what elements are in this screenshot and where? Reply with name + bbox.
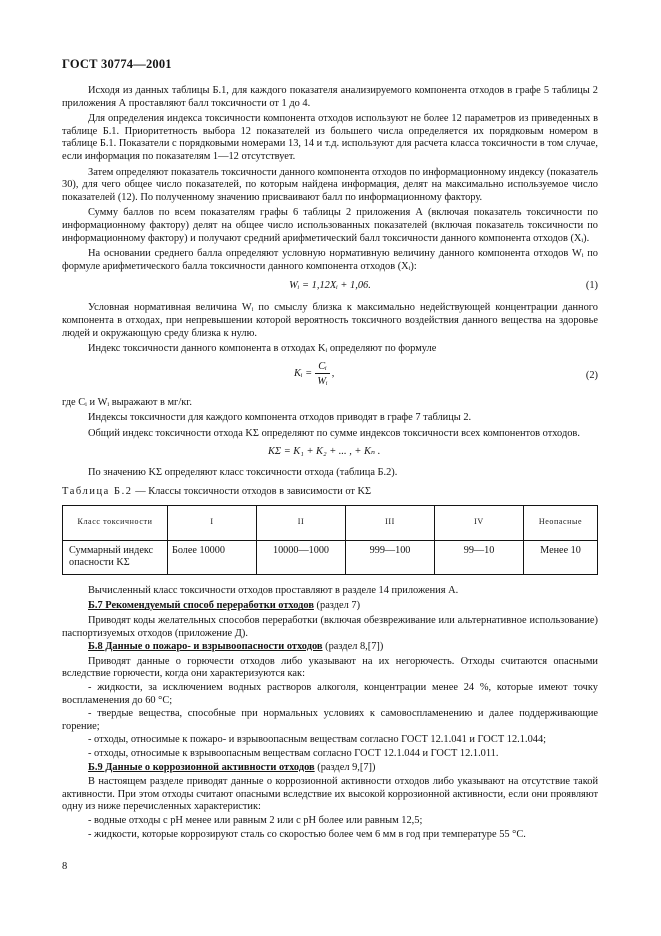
table-cell: 999—100 [346, 540, 435, 574]
section-text: В настоящем разделе приводят данные о коррозионной активности отходов либо указывают на отсутствие такой активности. При этом отходы считают опасными вследствие их высокой коррозионной активности, если они проявляют одну из ниже перечисленных характеристик: [62, 776, 598, 813]
paragraph: Условная нормативная величина Wᵢ по смыслу близка к максимально недействующей концентрации данного компонента в отходах, при непревышении которой вероятность токсичного воздействия данного вещества на здоровье людей и окружающую среду близка к нулю. [62, 302, 598, 339]
formula-3 [62, 443, 598, 463]
table-cell: Суммарный индекс опасности KΣ [63, 540, 168, 574]
table-caption-label: Таблица Б.2 [62, 486, 133, 498]
formula-2-number: (2) [585, 369, 598, 381]
section-text: Приводят коды желательных способов переработки (включая обезвреживание или альтернативное использование) паспортизуемых отходов (приложение Д). [62, 615, 598, 639]
paragraph: Индекс токсичности данного компонента в отходах Kᵢ определяют по формуле [88, 343, 437, 355]
section-heading-b9 [62, 762, 598, 775]
table-header-row [63, 505, 598, 540]
table-row [63, 540, 598, 574]
paragraph: Исходя из данных таблицы Б.1, для каждого показателя анализируемого компонента отходов в графе 5 таблицы 2 приложения А проставляют балл токсичности от 1 до 4. [62, 85, 598, 109]
section-title: Б.9 Данные о коррозионной активности отходов [88, 761, 315, 773]
paragraph: Сумму баллов по всем показателям графы 6 таблицы 2 приложения А (включая показатель токсичности по информационному фактору) делят на общее число использованных показателей (включая показатель токсичности по информационному фактору) и получают средний арифметический балл токсичности данного компонента отходов (Xᵢ). [62, 207, 598, 244]
page-number: 8 [62, 861, 68, 872]
table-header-cell: I [168, 505, 257, 540]
paragraph: где Cᵢ и Wᵢ выражают в мг/кг. [62, 396, 192, 408]
formula-1 [62, 276, 598, 298]
section-heading-b8 [62, 641, 598, 654]
table-cell: 10000—1000 [257, 540, 346, 574]
table-caption [62, 486, 598, 499]
paragraph: Затем определяют показатель токсичности данного компонента отходов по информационному индексу (показатель 30), для чего общее число показателей, по которым найдена информация, делят на максимально используемое число показателей (12). По полученному значению присваивают балл по информационному фактору. [62, 166, 598, 203]
toxicity-class-table [62, 505, 598, 575]
list-item: - отходы, относимые к пожаро- и взрывоопасным веществам согласно ГОСТ 12.1.041 и ГОСТ 12.1.044; [88, 734, 547, 746]
list-item: - жидкости, которые коррозируют сталь со скоростью более чем 6 мм в год при температуре 55 °С. [88, 828, 526, 840]
formula-2: Kᵢ = $\frac{\text{Cᵢ}}{\text{Wᵢ}}$ , (2) [294, 360, 598, 387]
formula-2-denominator: Wᵢ [317, 375, 328, 387]
section-ref: (раздел 8,[7]) [322, 641, 384, 653]
formula-3-text: KΣ = K₁ + K₂ + ... , + Kₙ . [268, 446, 381, 458]
formula-2-numerator: Cᵢ [315, 361, 330, 374]
table-caption-text: — Классы токсичности отходов в зависимости от KΣ [132, 486, 372, 498]
section-title: Б.7 Рекомендуемый способ переработки отходов [88, 600, 314, 612]
table-cell: Менее 10 [524, 540, 598, 574]
document-body [62, 85, 598, 842]
formula-2-lhs: Kᵢ = [294, 367, 313, 379]
table-header-cell: II [257, 505, 346, 540]
formula-1-text: Wᵢ = 1,12Xᵢ + 1,06. [289, 280, 371, 292]
section-text: Приводят данные о горючести отходов либо указывают на их негорючесть. Отходы считаются опасными вследствие горючести, когда они характеризуются как: [62, 655, 598, 680]
formula-1-number: (1) [585, 280, 598, 292]
paragraph: По значению KΣ определяют класс токсичности отхода (таблица Б.2). [88, 467, 398, 479]
table-header-cell: Неопасные [524, 505, 598, 540]
table-cell: Более 10000 [168, 540, 257, 574]
paragraph: Вычисленный класс токсичности отходов проставляют в разделе 14 приложения А. [88, 584, 459, 596]
section-heading-b7 [62, 600, 598, 613]
table-header-cell: IV [435, 505, 524, 540]
paragraph: На основании среднего балла определяют условную нормативную величину данного компонента отходов Wᵢ по формуле арифметического балла токсичности данного компонента отходов (Xᵢ): [62, 248, 598, 272]
paragraph: Индексы токсичности для каждого компонента отходов приводят в графе 7 таблицы 2. [88, 412, 472, 424]
paragraph: Для определения индекса токсичности компонента отходов используют не более 12 параметров из приведенных в таблице Б.1. Приоритетность выбора 12 показателей из большего числа определяется их порядковым номером в таблице Б.1. Показатели с порядковыми номерами 13, 14 и т.д. используют для расчета класса токсичности в том случае, если информация по показателям 1—12 отсутствует. [62, 113, 598, 162]
section-title: Б.8 Данные о пожаро- и взрывоопасности отходов [88, 641, 323, 653]
table-header-cell: Класс токсичности [63, 505, 168, 540]
list-item: - отходы, относимые к взрывоопасным веществам согласно ГОСТ 12.1.044 и ГОСТ 12.1.011. [88, 747, 499, 759]
list-item: - твердые вещества, способные при нормальных условиях к самовоспламенению и далее поддерживающие горение; [62, 708, 598, 732]
list-item: - водные отходы с pH менее или равным 2 или с pH более или равным 12,5; [88, 814, 423, 826]
table-header-cell: III [346, 505, 435, 540]
document-header: ГОСТ 30774—2001 [62, 57, 172, 71]
table-cell: 99—10 [435, 540, 524, 574]
section-ref: (раздел 9,[7]) [314, 761, 376, 773]
paragraph: Общий индекс токсичности отхода KΣ определяют по сумме индексов токсичности всех компонентов отходов. [88, 427, 580, 439]
section-ref: (раздел 7) [313, 600, 361, 612]
list-item: - жидкости, за исключением водных растворов алкоголя, концентрации менее 24 %, которые имеют точку воспламенения до 60 °С; [62, 682, 598, 706]
